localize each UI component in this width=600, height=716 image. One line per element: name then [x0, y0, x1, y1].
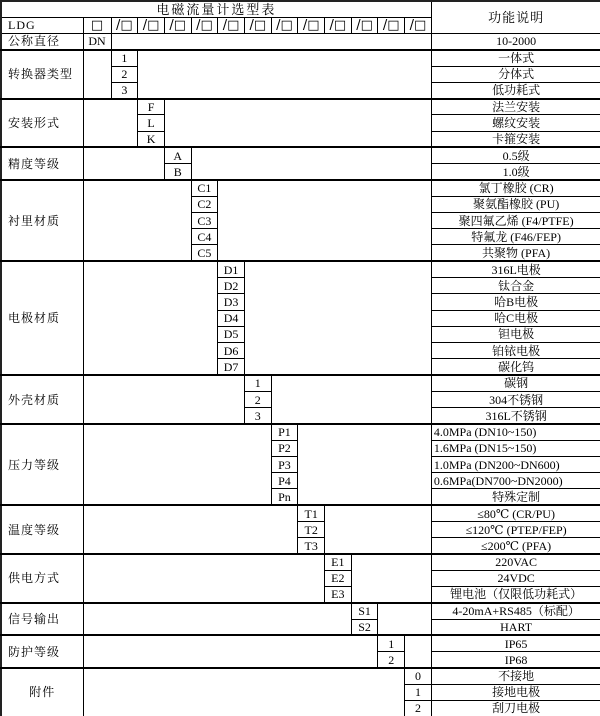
model-slot-cell: /□ — [378, 17, 405, 33]
code-cell: 1 — [244, 375, 271, 391]
description-cell: 分体式 — [431, 66, 600, 82]
code-cell: D7 — [218, 359, 245, 375]
description-cell: 0.5级 — [431, 147, 600, 163]
model-checkbox-cell: □ — [83, 17, 111, 33]
description-cell: 哈B电极 — [431, 294, 600, 310]
description-cell: 24VDC — [431, 570, 600, 586]
model-slot-cell: /□ — [325, 17, 352, 33]
spacer-cell — [378, 603, 431, 636]
code-cell: 1 — [111, 50, 138, 66]
spacer-cell — [83, 147, 164, 180]
description-cell: 碳钢 — [431, 375, 600, 391]
category-label: 压力等级 — [1, 424, 83, 505]
spacer-cell — [325, 505, 432, 554]
code-cell: C1 — [191, 180, 218, 196]
description-cell: 聚四氟乙烯 (F4/PTFE) — [431, 212, 600, 228]
description-cell: IP68 — [431, 652, 600, 668]
code-cell: D5 — [218, 326, 245, 342]
code-cell: C2 — [191, 196, 218, 212]
spacer-cell — [164, 99, 431, 148]
description-cell: 低功耗式 — [431, 82, 600, 98]
description-cell: 4-20mA+RS485（标配） — [431, 603, 600, 619]
model-slot-cell: /□ — [405, 17, 432, 33]
description-cell: 4.0MPa (DN10~150) — [431, 424, 600, 440]
description-cell: 哈C电极 — [431, 310, 600, 326]
code-cell: T1 — [298, 505, 325, 521]
description-cell: 0.6MPa(DN700~DN2000) — [431, 473, 600, 489]
description-cell: 卡箍安装 — [431, 131, 600, 147]
description-cell: 特氟龙 (F46/FEP) — [431, 229, 600, 245]
code-cell: D2 — [218, 278, 245, 294]
spacer-cell — [83, 554, 325, 603]
code-cell: C5 — [191, 245, 218, 261]
code-cell: S2 — [351, 619, 378, 635]
description-cell: 不接地 — [431, 668, 600, 684]
model-slot-cell: /□ — [351, 17, 378, 33]
category-label: 附件 — [1, 668, 83, 716]
description-cell: 钽电极 — [431, 326, 600, 342]
model-slot-cell: /□ — [138, 17, 165, 33]
category-label: 供电方式 — [1, 554, 83, 603]
spacer-cell — [191, 147, 431, 180]
code-cell: D3 — [218, 294, 245, 310]
model-slot-cell: /□ — [164, 17, 191, 33]
code-cell: P2 — [271, 440, 298, 456]
description-cell: 法兰安装 — [431, 99, 600, 115]
code-cell: F — [138, 99, 165, 115]
description-cell: 1.0级 — [431, 164, 600, 180]
description-cell: 螺纹安装 — [431, 115, 600, 131]
code-cell: P4 — [271, 473, 298, 489]
spacer-cell — [83, 424, 271, 505]
description-cell: 一体式 — [431, 50, 600, 66]
model-slot-cell: /□ — [191, 17, 218, 33]
function-description-header: 功能说明 — [431, 1, 600, 34]
spacer-cell — [83, 635, 378, 668]
spacer-cell — [111, 34, 431, 50]
description-cell: HART — [431, 619, 600, 635]
spacer-cell — [83, 505, 298, 554]
code-cell: E2 — [325, 570, 352, 586]
model-slot-cell: /□ — [298, 17, 325, 33]
spacer-cell — [83, 668, 405, 716]
code-cell: E1 — [325, 554, 352, 570]
description-cell: 聚氨酯橡胶 (PU) — [431, 196, 600, 212]
description-cell: 接地电极 — [431, 684, 600, 700]
description-cell: 铂铱电极 — [431, 343, 600, 359]
category-label: 公称直径 — [1, 34, 83, 50]
code-cell: P1 — [271, 424, 298, 440]
description-cell: 特殊定制 — [431, 489, 600, 505]
code-cell: P3 — [271, 456, 298, 472]
spacer-cell — [298, 424, 432, 505]
spacer-cell — [244, 261, 431, 375]
description-cell: ≤120℃ (PTEP/FEP) — [431, 522, 600, 538]
category-label: 信号输出 — [1, 603, 83, 636]
description-cell: 304不锈钢 — [431, 391, 600, 407]
description-cell: 316L不锈钢 — [431, 408, 600, 424]
code-cell: C3 — [191, 212, 218, 228]
code-cell: 3 — [244, 408, 271, 424]
description-cell: 316L电极 — [431, 261, 600, 277]
description-cell: 220VAC — [431, 554, 600, 570]
code-cell: 1 — [405, 684, 432, 700]
spacer-cell — [83, 50, 111, 99]
code-cell: K — [138, 131, 165, 147]
code-cell: B — [164, 164, 191, 180]
description-cell: 1.6MPa (DN15~150) — [431, 440, 600, 456]
model-slot-cell: /□ — [218, 17, 245, 33]
code-cell: C4 — [191, 229, 218, 245]
description-cell: 氯丁橡胶 (CR) — [431, 180, 600, 196]
category-label: 防护等级 — [1, 635, 83, 668]
code-cell: 2 — [405, 700, 432, 716]
description-cell: ≤80℃ (CR/PU) — [431, 505, 600, 521]
code-cell: D1 — [218, 261, 245, 277]
spacer-cell — [271, 375, 431, 424]
code-cell: L — [138, 115, 165, 131]
model-slot-cell: /□ — [111, 17, 138, 33]
model-prefix-label: LDG — [1, 17, 83, 33]
description-cell: 10-2000 — [431, 34, 600, 50]
category-label: 外壳材质 — [1, 375, 83, 424]
model-slot-cell: /□ — [271, 17, 298, 33]
description-cell: 钛合金 — [431, 278, 600, 294]
code-cell: D4 — [218, 310, 245, 326]
code-cell: T2 — [298, 522, 325, 538]
code-cell: DN — [83, 34, 111, 50]
code-cell: 0 — [405, 668, 432, 684]
spacer-cell — [138, 50, 432, 99]
spacer-cell — [351, 554, 431, 603]
category-label: 精度等级 — [1, 147, 83, 180]
code-cell: 2 — [244, 391, 271, 407]
category-label: 电极材质 — [1, 261, 83, 375]
description-cell: 1.0MPa (DN200~DN600) — [431, 456, 600, 472]
code-cell: 3 — [111, 82, 138, 98]
code-cell: Pn — [271, 489, 298, 505]
spacer-cell — [218, 180, 432, 261]
spacer-cell — [83, 180, 191, 261]
spacer-cell — [83, 375, 244, 424]
description-cell: IP65 — [431, 635, 600, 651]
category-label: 衬里材质 — [1, 180, 83, 261]
description-cell: 碳化钨 — [431, 359, 600, 375]
table-title: 电磁流量计选型表 — [1, 1, 431, 17]
description-cell: 刮刀电极 — [431, 700, 600, 716]
category-label: 安装形式 — [1, 99, 83, 148]
description-cell: 锂电池（仅限低功耗式） — [431, 587, 600, 603]
code-cell: T3 — [298, 538, 325, 554]
code-cell: E3 — [325, 587, 352, 603]
category-label: 温度等级 — [1, 505, 83, 554]
spacer-cell — [405, 635, 432, 668]
code-cell: 2 — [111, 66, 138, 82]
description-cell: 共聚物 (PFA) — [431, 245, 600, 261]
category-label: 转换器类型 — [1, 50, 83, 99]
model-slot-cell: /□ — [244, 17, 271, 33]
spacer-cell — [83, 99, 138, 148]
spacer-cell — [83, 603, 351, 636]
code-cell: 1 — [378, 635, 405, 651]
code-cell: S1 — [351, 603, 378, 619]
code-cell: A — [164, 147, 191, 163]
spacer-cell — [83, 261, 218, 375]
code-cell: D6 — [218, 343, 245, 359]
description-cell: ≤200℃ (PFA) — [431, 538, 600, 554]
code-cell: 2 — [378, 652, 405, 668]
